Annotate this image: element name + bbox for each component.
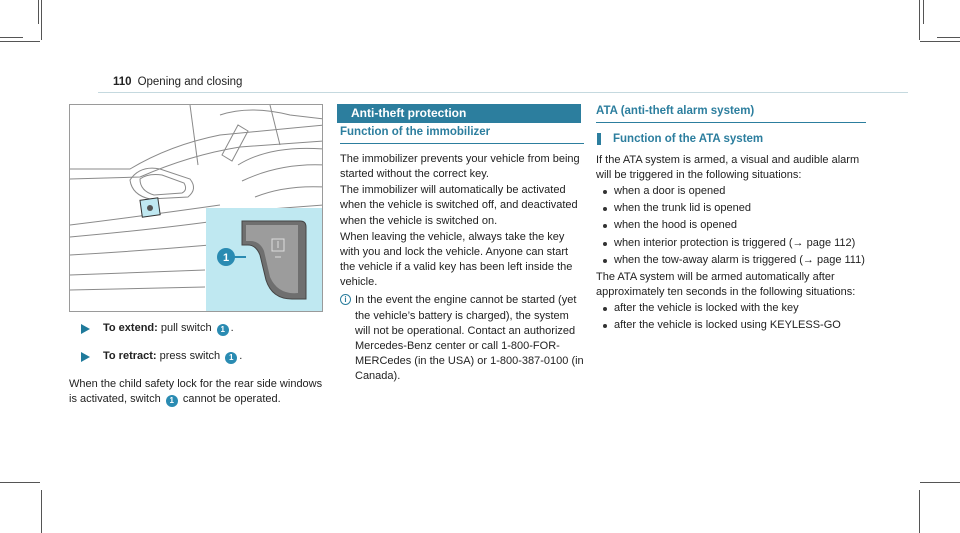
- list-item: when the trunk lid is opened: [596, 201, 866, 216]
- info-note: [340, 293, 584, 384]
- para-text: When the child safety lock for the rear side windows is activated, switch: [69, 378, 323, 406]
- step-label: To extend:: [103, 322, 158, 334]
- step-text-end: .: [239, 350, 243, 362]
- ata-title: ATA (anti-theft alarm system): [596, 104, 866, 123]
- info-icon: i: [340, 294, 351, 305]
- paragraph: When leaving the vehicle, always take the key with you and lock the vehicle. Anyone can start the vehicle if a valid key has been left inside the vehicle.: [340, 230, 573, 289]
- crop-mark: [0, 482, 40, 483]
- child-lock-note: [69, 377, 329, 407]
- callout-badge: 1: [217, 324, 229, 336]
- callout-badge: 1: [166, 395, 178, 407]
- list-item: when the tow-away alarm is triggered (→ page 111): [596, 253, 866, 268]
- crop-mark: [38, 0, 39, 24]
- list-item: after the vehicle is locked using KEYLESS-GO: [596, 318, 866, 333]
- crop-mark: [41, 0, 42, 40]
- step-arrow-icon: [81, 324, 90, 334]
- callout-badge: 1: [225, 352, 237, 364]
- step-label: To retract:: [103, 350, 157, 362]
- step-retract: [69, 346, 329, 369]
- step-extend: [69, 318, 329, 341]
- paragraph: The ATA system will be armed automatically after approximately ten seconds in the following situations:: [596, 270, 856, 299]
- column-3: [596, 104, 866, 336]
- crop-mark: [920, 41, 960, 42]
- arming-list: [596, 301, 866, 333]
- step-text: press switch: [159, 350, 221, 362]
- column-2: [340, 125, 584, 384]
- list-item: when a door is opened: [596, 184, 866, 199]
- paragraph: If the ATA system is armed, a visual and audible alarm will be triggered in the following situations:: [596, 153, 860, 181]
- door-panel-illustration: [69, 104, 323, 312]
- crop-mark: [919, 490, 920, 533]
- step-text: pull switch: [160, 322, 212, 334]
- page-header: [113, 75, 242, 91]
- section-title-bar: Anti-theft protection: [337, 104, 581, 123]
- section-name: Opening and closing: [137, 76, 243, 88]
- list-item: when the hood is opened: [596, 218, 866, 233]
- para-text-end: cannot be operated.: [182, 393, 281, 406]
- crop-mark: [41, 490, 42, 533]
- step-arrow-icon: [81, 352, 90, 362]
- callout-number: 1: [222, 252, 230, 264]
- trigger-list: [596, 184, 866, 268]
- paragraph: The immobilizer will automatically be activated when the vehicle is switched off, and deactivated when the vehicle is switched on.: [340, 184, 578, 227]
- note-text: In the event the engine cannot be started (yet the vehicle’s battery is charged), the system will not be operational. Contact an authorized Mercedes-Benz center or call 1-800-FOR-MERCedes (in the USA) or 1-800-387-0100 (in Canada).: [355, 294, 584, 383]
- crop-mark: [920, 482, 960, 483]
- crop-mark: [937, 37, 960, 38]
- header-rule: [98, 92, 908, 93]
- list-item: after the vehicle is locked with the key: [596, 301, 866, 316]
- paragraph: The immobilizer prevents your vehicle from being started without the correct key.: [340, 152, 580, 181]
- door-panel-drawing: [70, 105, 323, 312]
- list-item: when interior protection is triggered (→ page 112): [596, 236, 866, 251]
- page-number: 110: [113, 76, 132, 88]
- immobilizer-heading: Function of the immobilizer: [340, 125, 584, 144]
- column-1: [69, 318, 329, 407]
- crop-mark: [919, 0, 920, 40]
- ata-function-heading: Function of the ATA system: [596, 132, 866, 148]
- crop-mark: [0, 37, 23, 38]
- step-text-end: .: [230, 322, 234, 334]
- crop-mark: [0, 41, 40, 42]
- crop-mark: [923, 0, 924, 24]
